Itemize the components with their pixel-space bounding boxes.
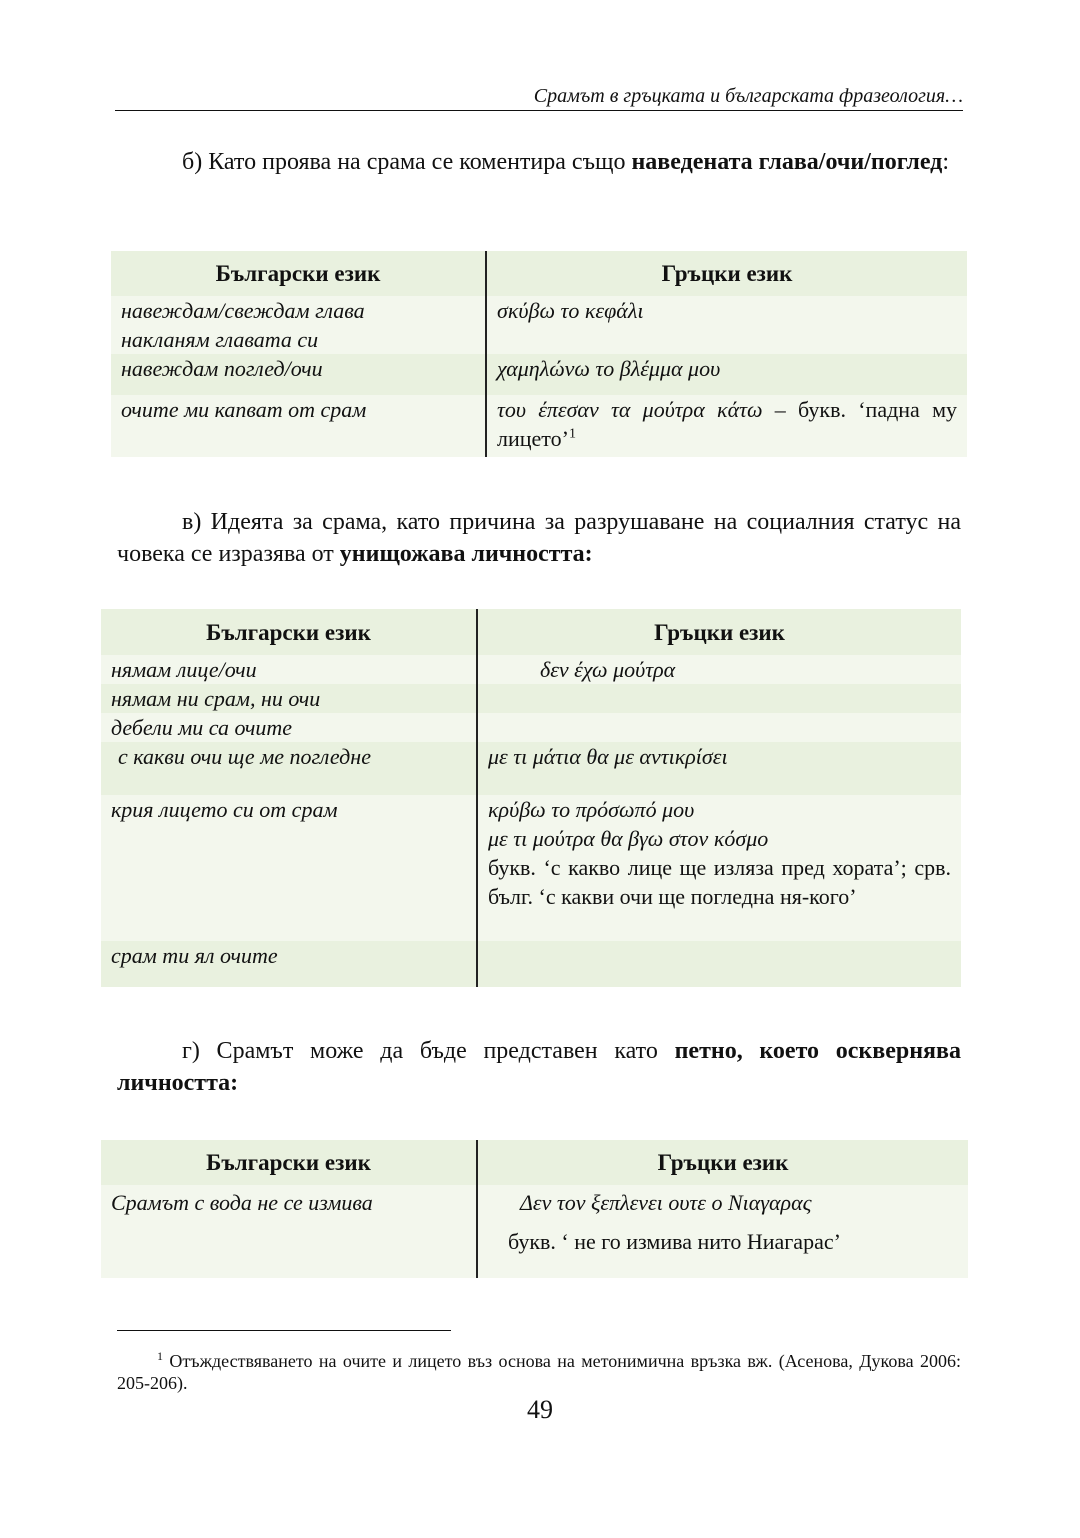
header-greek: Гръцки език bbox=[477, 1140, 968, 1185]
paragraph-b-tail: : bbox=[942, 149, 949, 175]
paragraph-g bbox=[117, 1035, 961, 1099]
paragraph-b bbox=[117, 146, 961, 178]
running-head: Срамът в гръцката и българската фразеология… bbox=[533, 85, 963, 107]
gr-phrase: του έπεσαν τα μούτρα κάτω bbox=[497, 397, 763, 422]
gr-literal: – букв. ‘падна му лицето’ bbox=[497, 397, 957, 451]
header-bulgarian: Български език bbox=[101, 1140, 477, 1185]
header-bulgarian: Български език bbox=[101, 609, 477, 655]
gr-phrase: Δεν τον ξεπλενει ουτε ο Νιαγαρας bbox=[520, 1190, 812, 1215]
bg-phrase: накланям главата си bbox=[121, 327, 319, 352]
table-row bbox=[101, 1185, 968, 1278]
footnote-number: 1 bbox=[157, 1349, 163, 1363]
gr-phrase: κρύβω το πρόσωπό μου bbox=[488, 797, 695, 822]
footnote bbox=[117, 1345, 961, 1394]
bg-phrase: с какви очи ще ме погледне bbox=[101, 742, 477, 795]
gr-phrase: με τι μάτια θα με αντικρίσει bbox=[488, 744, 728, 769]
paragraph-b-text: б) Като проява на срама се коментира също bbox=[182, 149, 632, 175]
page-number: 49 bbox=[527, 1395, 553, 1424]
table-header-row bbox=[111, 251, 967, 296]
table-lowered-head bbox=[111, 251, 967, 457]
table-header-row bbox=[101, 1140, 968, 1185]
table-row bbox=[101, 795, 961, 941]
paragraph-v bbox=[117, 506, 961, 570]
bg-phrase: дебели ми са очите bbox=[101, 713, 477, 742]
table-header-row bbox=[101, 609, 961, 655]
paragraph-b-bold: наведената глава/очи/поглед bbox=[631, 149, 943, 175]
paragraph-g-bold: петно, което осквернява личността: bbox=[117, 1038, 961, 1096]
bg-phrase: навеждам поглед/очи bbox=[111, 354, 486, 395]
paragraph-v-bold: унищожава личността: bbox=[339, 541, 593, 567]
bg-phrase: нямам ни срам, ни очи bbox=[101, 684, 477, 713]
paragraph-v-text: в) Идеята за срама, като причина за разрушаване на социалния статус на човека се изразява от bbox=[117, 509, 961, 567]
bg-phrase: крия лицето си от срам bbox=[101, 795, 477, 941]
footnote-rule bbox=[117, 1330, 451, 1331]
gr-phrase: με τι μούτρα θα βγω στον κόσμο bbox=[488, 826, 769, 851]
header-rule bbox=[115, 110, 963, 111]
gr-phrase: δεν έχω μούτρα bbox=[540, 657, 676, 682]
bg-phrase: нямам лице/очи bbox=[101, 655, 477, 684]
table-row bbox=[111, 296, 967, 354]
gr-phrase: σκύβω το κεφάλι bbox=[497, 298, 644, 323]
header-greek: Гръцки език bbox=[477, 609, 961, 655]
table-stain bbox=[101, 1140, 968, 1278]
table-row bbox=[111, 395, 967, 457]
gr-literal: букв. ‘с какво лице ще изляза пред хората’; срв. бълг. ‘с какви очи ще погледна ня-кого’ bbox=[488, 855, 951, 909]
bg-phrase: Срамът с вода не се измива bbox=[101, 1185, 477, 1278]
table-row bbox=[101, 941, 961, 987]
table-row bbox=[111, 354, 967, 395]
table-row bbox=[101, 655, 961, 684]
bg-phrase: срам ти ял очите bbox=[101, 941, 477, 987]
footnote-text: Отъждествяването на очите и лицето въз основа на метонимична връзка вж. (Асенова, Дукова 2006: 205-206). bbox=[117, 1351, 962, 1393]
bg-phrase: навеждам/свеждам глава bbox=[121, 298, 365, 323]
header-greek: Гръцки език bbox=[486, 251, 967, 296]
gr-phrase: χαμηλώνω το βλέμμα μου bbox=[497, 356, 721, 381]
table-row bbox=[101, 713, 961, 742]
paragraph-g-text: г) Срамът може да бъде представен като bbox=[182, 1038, 675, 1064]
footnote-mark[interactable]: 1 bbox=[568, 426, 576, 442]
table-row bbox=[101, 742, 961, 795]
table-row bbox=[101, 684, 961, 713]
header-bulgarian: Български език bbox=[111, 251, 486, 296]
gr-literal: букв. ‘ не го измива нито Ниагарас’ bbox=[508, 1229, 841, 1254]
table-destroys-person bbox=[101, 609, 961, 987]
bg-phrase: очите ми капват от срам bbox=[111, 395, 486, 457]
